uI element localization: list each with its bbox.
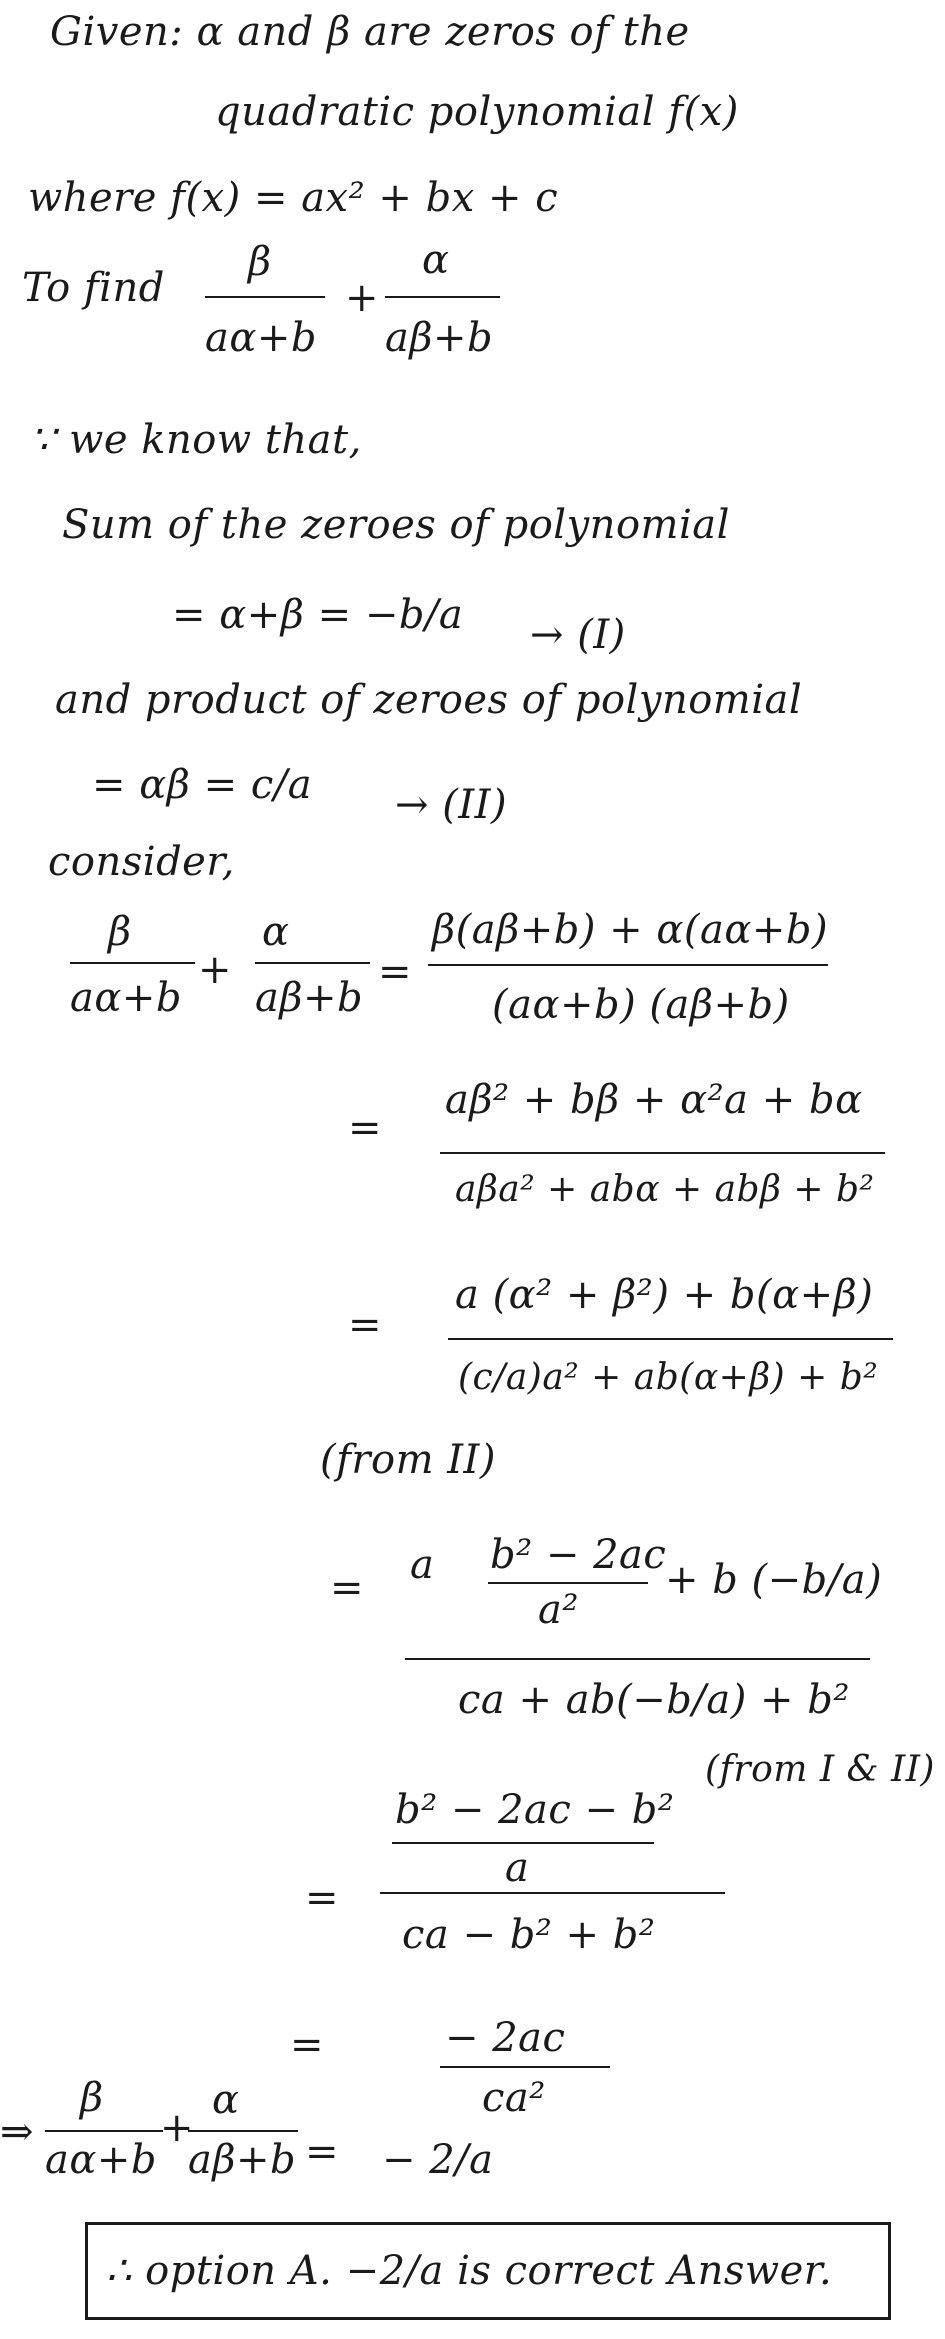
consider-label: consider,	[48, 839, 235, 885]
answer-box	[85, 2222, 891, 2320]
result-denominator-2: aβ+b	[188, 2137, 297, 2183]
consider-rhs-numerator: β(aβ+b) + α(aα+b)	[432, 907, 829, 953]
to-find-fraction-bar-2	[385, 296, 500, 298]
result-denominator-1: aα+b	[45, 2137, 157, 2183]
product-reference: → (II)	[395, 782, 508, 828]
step4-note: (from I & II)	[705, 1749, 935, 1790]
consider-rhs-denominator: (aα+b) (aβ+b)	[492, 982, 790, 1028]
step5-inner-denominator: a	[505, 1845, 530, 1891]
step4-fraction-bar	[405, 1658, 870, 1660]
consider-lhs-numerator-2: α	[262, 909, 290, 955]
step2-numerator: aβ² + bβ + α²a + bα	[445, 1077, 863, 1123]
step3-numerator: a (α² + β²) + b(α+β)	[455, 1272, 874, 1318]
sum-equation: = α+β = −b/a	[172, 592, 464, 638]
step2-denominator: aβa² + abα + abβ + b²	[455, 1169, 875, 1210]
step4-numerator-a: a	[410, 1542, 435, 1588]
to-find-denominator-1: aα+b	[205, 315, 317, 361]
result-arrow: ⇒	[0, 2109, 35, 2155]
step5-inner-bar	[392, 1842, 654, 1844]
step5-denominator: ca − b² + b²	[402, 1912, 656, 1958]
product-equation: = αβ = c/a	[92, 762, 313, 808]
step5-fraction-bar	[380, 1892, 725, 1894]
consider-equals: =	[378, 949, 413, 995]
step4-inner-numerator: b² − 2ac	[490, 1532, 667, 1578]
result-bar-2	[188, 2130, 298, 2132]
step4-inner-bar	[488, 1582, 648, 1584]
consider-lhs-bar-1	[70, 962, 195, 964]
consider-rhs-bar	[428, 964, 828, 966]
step3-note: (from II)	[320, 1437, 496, 1483]
step5-equals: =	[305, 1875, 340, 1921]
step2-fraction-bar	[440, 1152, 885, 1154]
step6-equals: =	[290, 2022, 325, 2068]
sum-reference: → (I)	[530, 612, 626, 658]
step4-denominator: ca + ab(−b/a) + b²	[458, 1677, 850, 1723]
given-where-line: where f(x) = ax² + bx + c	[28, 175, 559, 221]
step6-numerator: − 2ac	[445, 2015, 566, 2061]
step6-fraction-bar	[440, 2066, 610, 2068]
given-line-2: quadratic polynomial f(x)	[215, 89, 739, 135]
sum-of-zeroes-line: Sum of the zeroes of polynomial	[62, 502, 730, 548]
step3-denominator: (c/a)a² + ab(α+β) + b²	[458, 1357, 879, 1398]
step4-numerator-rest: + b (−b/a)	[665, 1557, 883, 1603]
step3-equals: =	[348, 1302, 383, 1348]
product-of-zeroes-line: and product of zeroes of polynomial	[55, 677, 803, 723]
to-find-label: To find	[22, 265, 165, 311]
step4-inner-denominator: a²	[538, 1587, 579, 1633]
to-find-numerator-1: β	[248, 239, 272, 285]
result-equals: =	[305, 2129, 340, 2175]
given-line-1: Given: α and β are zeros of the	[50, 9, 690, 55]
answer-text: ∴ option A. −2/a is correct Answer.	[106, 2248, 833, 2294]
consider-lhs-denominator-2: aβ+b	[255, 975, 364, 1021]
to-find-numerator-2: α	[422, 237, 450, 283]
result-plus: +	[160, 2105, 195, 2151]
result-numerator-1: β	[80, 2075, 104, 2121]
consider-lhs-numerator-1: β	[108, 909, 132, 955]
result-value: − 2/a	[382, 2137, 494, 2183]
consider-lhs-plus: +	[198, 947, 233, 993]
since-line: ∵ we know that,	[30, 417, 362, 463]
step3-fraction-bar	[448, 1338, 893, 1340]
result-numerator-2: α	[212, 2077, 240, 2123]
to-find-denominator-2: aβ+b	[385, 315, 494, 361]
to-find-fraction-bar-1	[205, 296, 325, 298]
consider-lhs-denominator-1: aα+b	[70, 975, 182, 1021]
step4-equals: =	[330, 1565, 365, 1611]
consider-lhs-bar-2	[255, 962, 370, 964]
to-find-plus: +	[345, 275, 380, 321]
step2-equals: =	[348, 1105, 383, 1151]
step5-inner-numerator: b² − 2ac − b²	[395, 1787, 675, 1833]
result-bar-1	[45, 2130, 163, 2132]
step6-denominator: ca²	[482, 2075, 546, 2121]
